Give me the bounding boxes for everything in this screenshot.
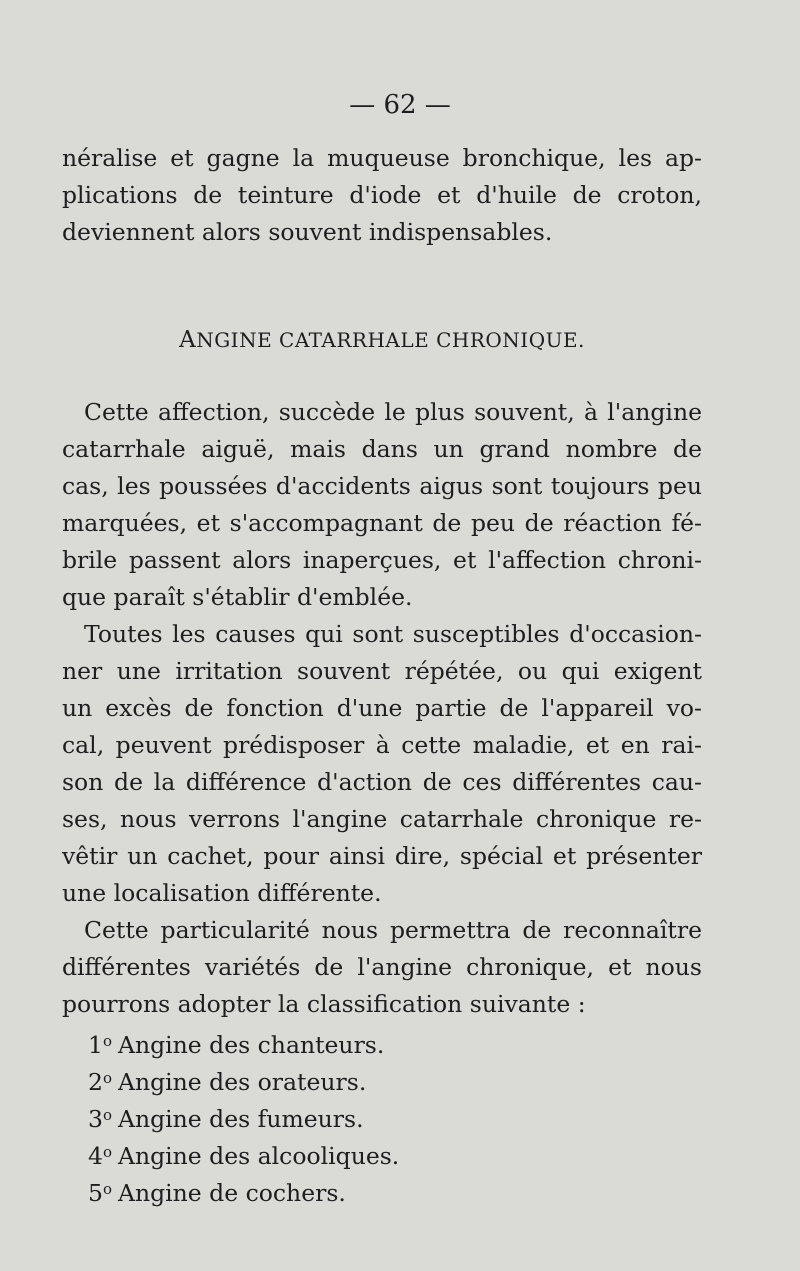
section-heading — [62, 324, 702, 356]
list-item — [62, 1023, 702, 1060]
list-item — [62, 1134, 702, 1171]
text-line: catarrhale aiguë, mais dans un grand nombre de — [62, 435, 702, 463]
heading-rest: NGINE CATARRHALE CHRONIQUE. — [196, 328, 585, 352]
text-line: deviennent alors souvent indispensables. — [62, 218, 553, 246]
text-line: ner une irritation souvent répétée, ou qui exigent — [62, 657, 702, 685]
text-line: Cette affection, succède le plus souvent, à l'angine — [84, 398, 702, 426]
list-text: Angine des alcooliques. — [117, 1142, 400, 1170]
text-line: plications de teinture d'iode et d'huile de croton, — [62, 181, 702, 209]
paragraph-1 — [62, 394, 702, 616]
list-text: Angine des chanteurs. — [117, 1031, 385, 1059]
text-line: vêtir un cachet, pour ainsi dire, spécial et présenter — [62, 842, 702, 870]
text-line: un excès de fonction d'une partie de l'appareil vo- — [62, 694, 702, 722]
list-ordinal: o — [102, 1180, 112, 1198]
classification-list — [62, 1023, 702, 1208]
heading-initial: A — [179, 327, 197, 353]
paragraph-2 — [62, 616, 702, 912]
text-line: son de la différence d'action de ces différentes cau- — [62, 768, 702, 796]
list-number: 2 — [88, 1068, 103, 1096]
page-number: — 62 — — [349, 90, 451, 120]
text-line: que paraît s'établir d'emblée. — [62, 583, 413, 611]
paragraph-continued — [62, 140, 702, 251]
list-ordinal: o — [102, 1032, 112, 1050]
list-text: Angine de cochers. — [117, 1179, 346, 1207]
list-number: 5 — [88, 1179, 103, 1207]
text-line: néralise et gagne la muqueuse bronchique, les ap- — [62, 144, 702, 172]
list-text: Angine des fumeurs. — [117, 1105, 364, 1133]
list-item — [62, 1171, 702, 1208]
text-line: cas, les poussées d'accidents aigus sont toujours peu — [62, 472, 702, 500]
text-line: marquées, et s'accompagnant de peu de réaction fé- — [62, 509, 702, 537]
text-line: Cette particularité nous permettra de reconnaître — [84, 916, 702, 944]
list-ordinal: o — [102, 1143, 112, 1161]
text-line: Toutes les causes qui sont susceptibles d'occasion- — [84, 620, 702, 648]
list-text: Angine des orateurs. — [117, 1068, 367, 1096]
list-number: 3 — [88, 1105, 103, 1133]
text-line: ses, nous verrons l'angine catarrhale chronique re- — [62, 805, 702, 833]
text-line: cal, peuvent prédisposer à cette maladie, et en rai- — [62, 731, 702, 759]
body-text — [62, 140, 702, 1208]
text-line: brile passent alors inaperçues, et l'affection chroni- — [62, 546, 702, 574]
text-line: différentes variétés de l'angine chronique, et nous — [62, 953, 702, 981]
list-number: 1 — [88, 1031, 103, 1059]
list-item — [62, 1097, 702, 1134]
paragraph-3 — [62, 912, 702, 1023]
list-item — [62, 1060, 702, 1097]
list-number: 4 — [88, 1142, 103, 1170]
text-line: pourrons adopter la classification suivante : — [62, 990, 586, 1018]
list-ordinal: o — [102, 1069, 112, 1087]
list-ordinal: o — [102, 1106, 112, 1124]
text-line: une localisation différente. — [62, 879, 382, 907]
